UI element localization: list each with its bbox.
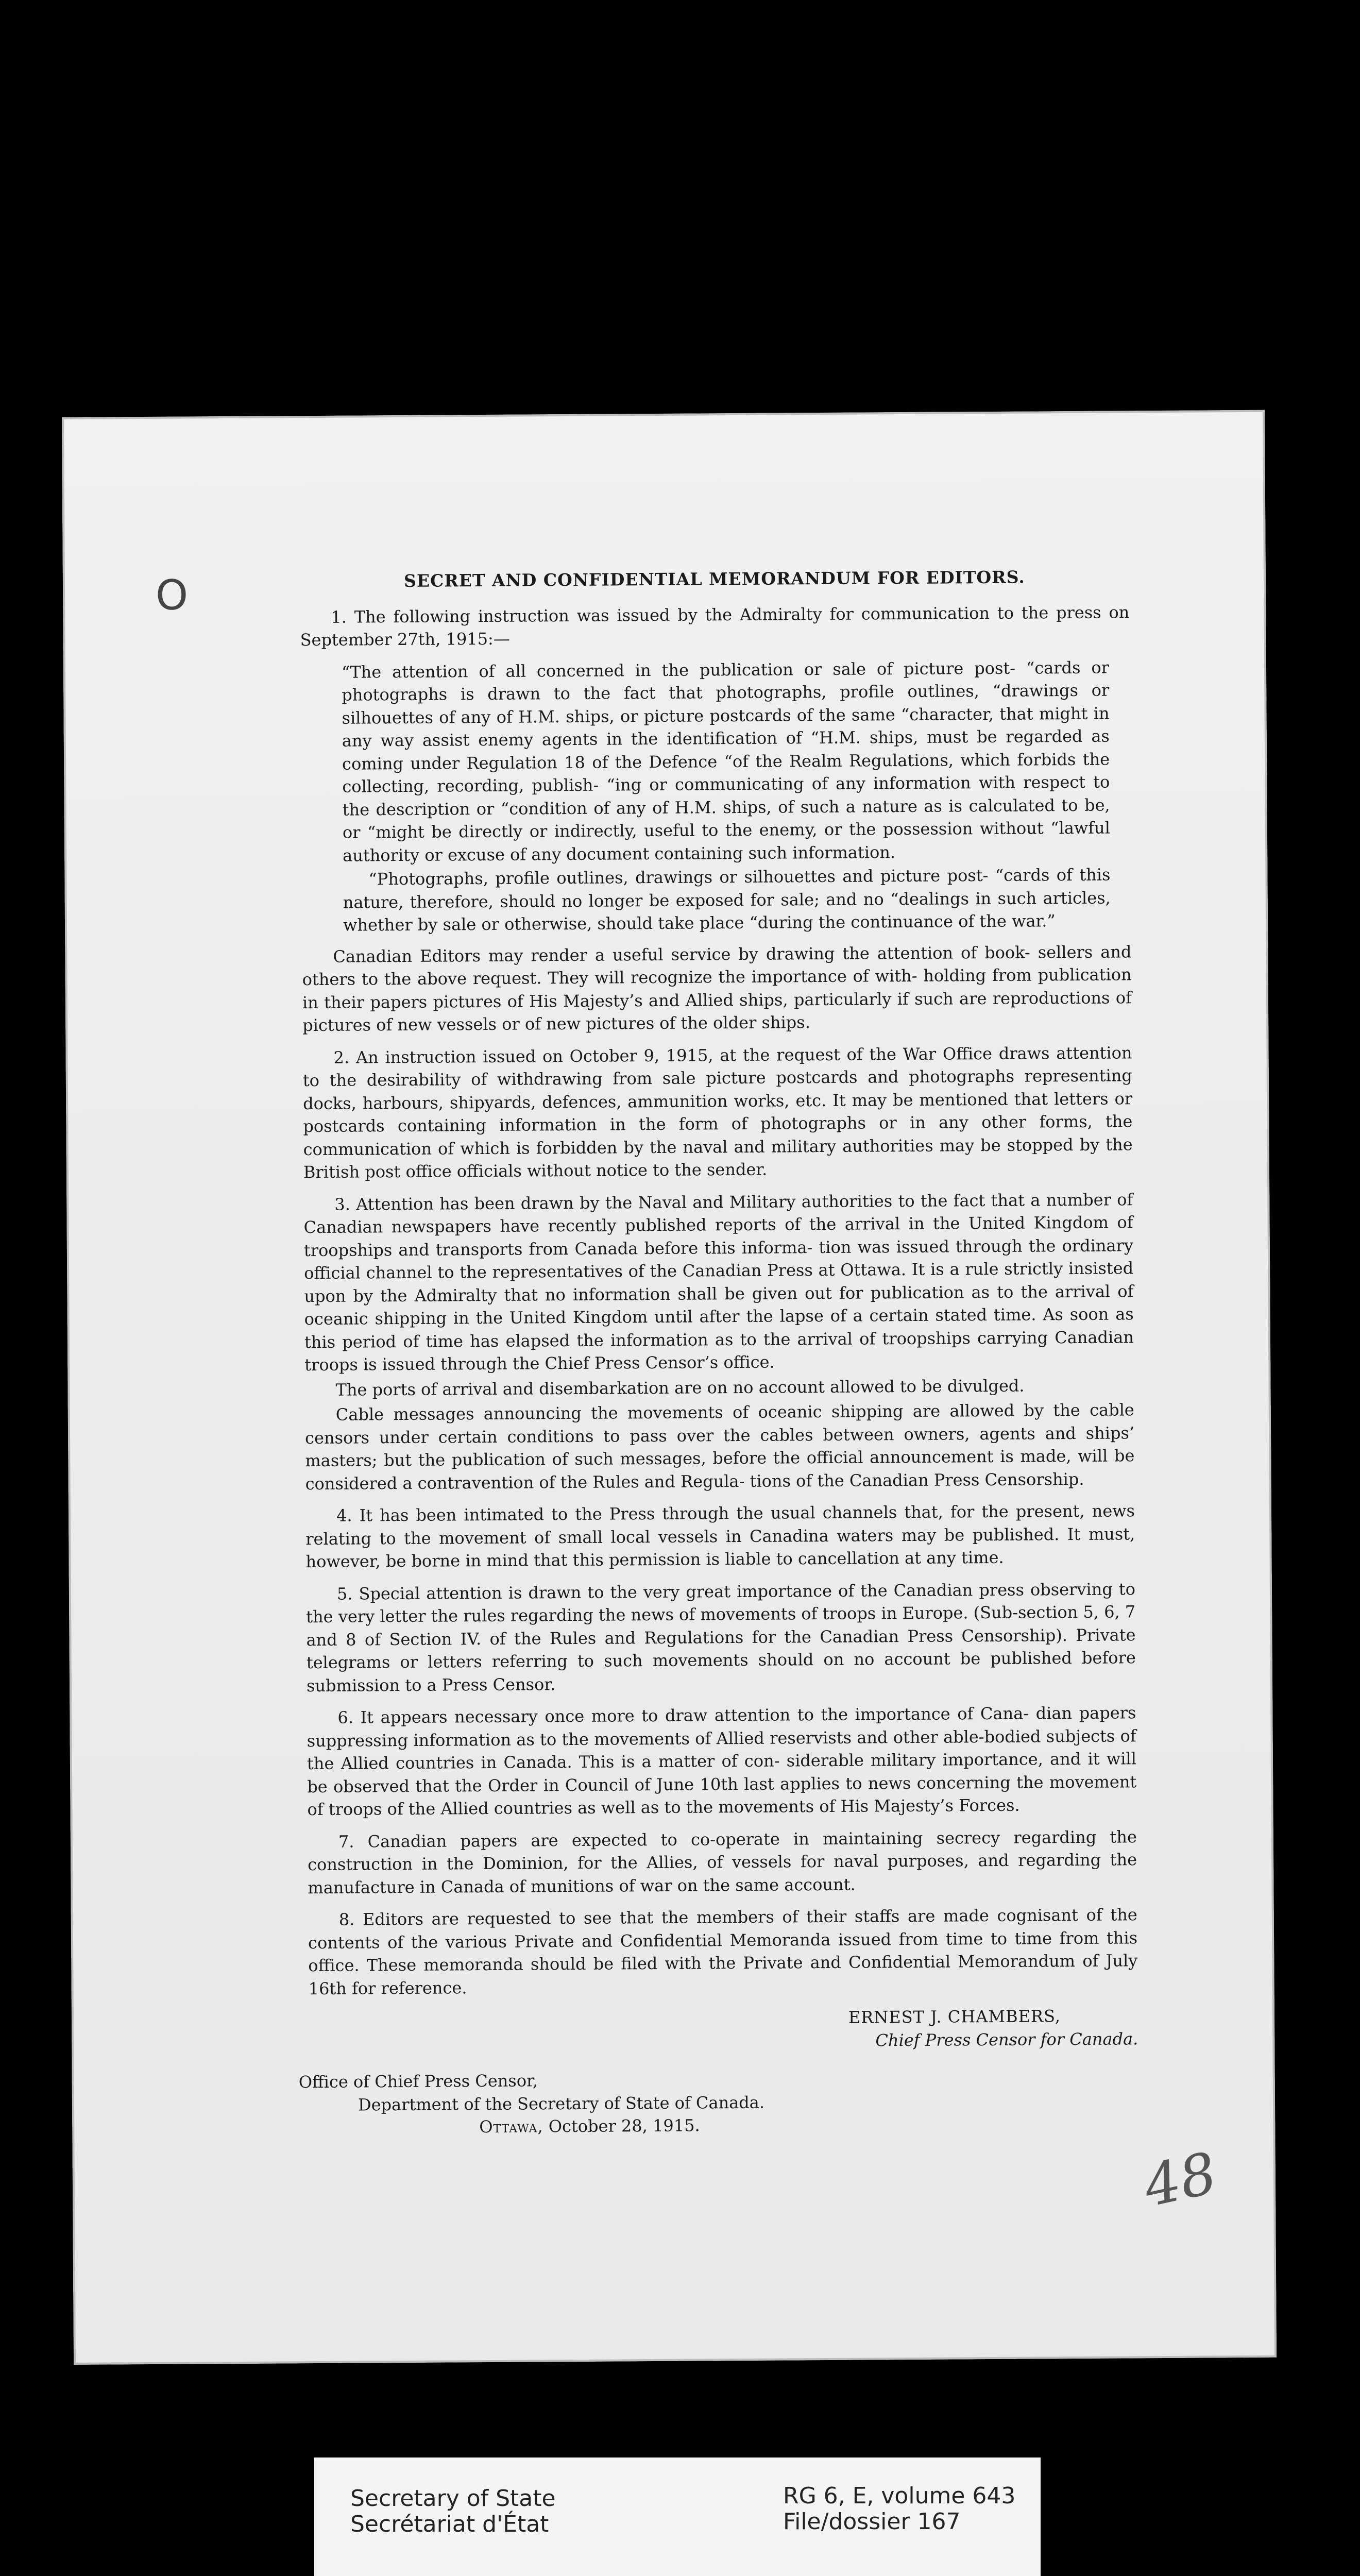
- paragraph-3c: Cable messages announcing the movements of oceanic shipping are allowed by the cable censors under certain conditions to pass over the cables between owners, agents and ships’ masters; but the publication of such messages, before the official announcement is made, will be considered a contravention of the Rules and Regula- tions of the Canadian Press Censorship.: [304, 1400, 1135, 1494]
- paragraph-2: 2. An instruction issued on October 9, 1915, at the request of the War Office draws attention to the desirability of withdrawing from sale picture postcards and photographs representing docks, harbours, shipyards, defences, ammunition works, etc. It may be mentioned that letters or postcards containing information in the form of photographs or in any other forms, the communication of which is forbidden by the naval and military authorities may be stopped by the British post office officials without notice to the sender.: [302, 1042, 1133, 1182]
- paragraph-1: 1. The following instruction was issued by the Admiralty for communication to the press on September 27th, 1915:—: [300, 602, 1130, 650]
- quote-paragraph-1: “The attention of all concerned in the publication or sale of picture post- “cards or photographs is drawn to the fact that photographs, profile outlines, “drawings or silhouettes of any of H.M. ships, or picture postcards of the same “character, that might in any way assist enemy agents in the identification of “H.M. ships, must be regarded as coming under Regulation 18 of the Defence “of the Realm Regulations, which forbids the collecting, recording, publish- “ing or communicating of any information with respect to the description or “condition of any of H.M. ships, of such a nature as is calculated to be, or “might be directly or indirectly, useful to the enemy, or the possession without “lawful authority or excuse of any document containing such information.: [341, 657, 1111, 866]
- archive-reference-label: [314, 2458, 1041, 2576]
- handwritten-page-number: 48: [1137, 2140, 1222, 2220]
- handwritten-margin-mark: O: [155, 571, 189, 619]
- quote-paragraph-2: “Photographs, profile outlines, drawings or silhouettes and picture post- “cards of this nature, therefore, should no longer be exposed for sale; and no “dealings in such articles, whether by sale or otherwise, should take place “during the continuance of the war.”: [343, 865, 1111, 935]
- memorandum-body: [300, 565, 1139, 2139]
- paragraph-3b: The ports of arrival and disembarkation are on no account allowed to be divulged.: [335, 1376, 1025, 1400]
- memo-title: SECRET AND CONFIDENTIAL MEMORANDUM FOR EDITORS.: [403, 567, 1025, 591]
- memorandum-page: [62, 410, 1277, 2365]
- department-block: [350, 2486, 556, 2537]
- office-line-1: Office of Chief Press Censor,: [298, 2071, 538, 2092]
- office-line-3: [479, 2111, 1138, 2138]
- office-city: Ottawa,: [479, 2116, 543, 2137]
- department-fr: Secrétariat d'État: [350, 2511, 549, 2537]
- signature-name: ERNEST J. CHAMBERS,: [848, 2006, 1061, 2027]
- office-line-2: Department of the Secretary of State of Canada.: [358, 2092, 765, 2115]
- paragraph-6: 6. It appears necessary once more to draw attention to the importance of Cana- dian papers suppressing information as to the movements of Allied reservists and other able-bodied subjects of the Allied countries in Canada. This is a matter of con- siderable military importance, and it will be observed that the Order in Council of June 10th last applies to news concerning the movement of troops of the Allied countries as well as to the movements of His Majesty’s Forces.: [307, 1703, 1137, 1820]
- paragraph-3: 3. Attention has been drawn by the Naval and Military authorities to the fact that a number of Canadian newspapers have recently published reports of the arrival in the United Kingdom of troopships and transports from Canada before this informa- tion was issued through the ordinary official channel to the representatives of the Canadian Press at Ottawa. It is a rule strictly insisted upon by the Admiralty that no information shall be given out for publication as to the arrival of oceanic shipping in the United Kingdom until after the lapse of a certain stated time. As soon as this period of time has elapsed the information as to the arrival of troopships carrying Canadian troops is issued through the Chief Press Censor’s office.: [303, 1189, 1134, 1375]
- file-dossier-ref: File/dossier 167: [783, 2509, 961, 2535]
- reference-block: [783, 2483, 1015, 2535]
- paragraph-5: 5. Special attention is drawn to the very great importance of the Canadian press observing to the very letter the rules regarding the news of movements of troops in Europe. (Sub-section 5, 6, 7 and 8 of Section IV. of the Rules and Regulations for the Canadian Press Censorship). Private telegrams or letters referring to such movements should on no account be published before submission to a Press Censor.: [306, 1579, 1136, 1696]
- admiralty-quote: [342, 656, 1111, 937]
- paragraph-7: 7. Canadian papers are expected to co-operate in maintaining secrecy regarding the construction in the Dominion, for the Allies, of vessels for naval purposes, and regarding the manufacture in Canada of munitions of war on the same account.: [308, 1826, 1137, 1897]
- record-group-ref: RG 6, E, volume 643: [783, 2483, 1016, 2509]
- signature-title: Chief Press Censor for Canada.: [875, 2028, 1138, 2050]
- office-date: October 28, 1915.: [548, 2115, 700, 2137]
- paragraph-8: 8. Editors are requested to see that the members of their staffs are made cognisant of the contents of the various Private and Confidential Memoranda issued from time to time from this office. These memoranda should be filed with the Private and Confidential Memorandum of July 16th for reference.: [308, 1905, 1138, 1998]
- paragraph-1b: Canadian Editors may render a useful service by drawing the attention of book- sellers and others to the above request. They will recognize the importance of with- holding from publication in their papers pictures of His Majesty’s and Allied ships, particularly if such are reproductions of pictures of new vessels or of new pictures of the older ships.: [302, 941, 1132, 1036]
- paragraph-4: 4. It has been intimated to the Press through the usual channels that, for the present, news relating to the movement of small local vessels in Canadina waters may be published. It must, however, be borne in mind that this permission is liable to cancellation at any time.: [305, 1501, 1135, 1572]
- department-en: Secretary of State: [350, 2485, 556, 2512]
